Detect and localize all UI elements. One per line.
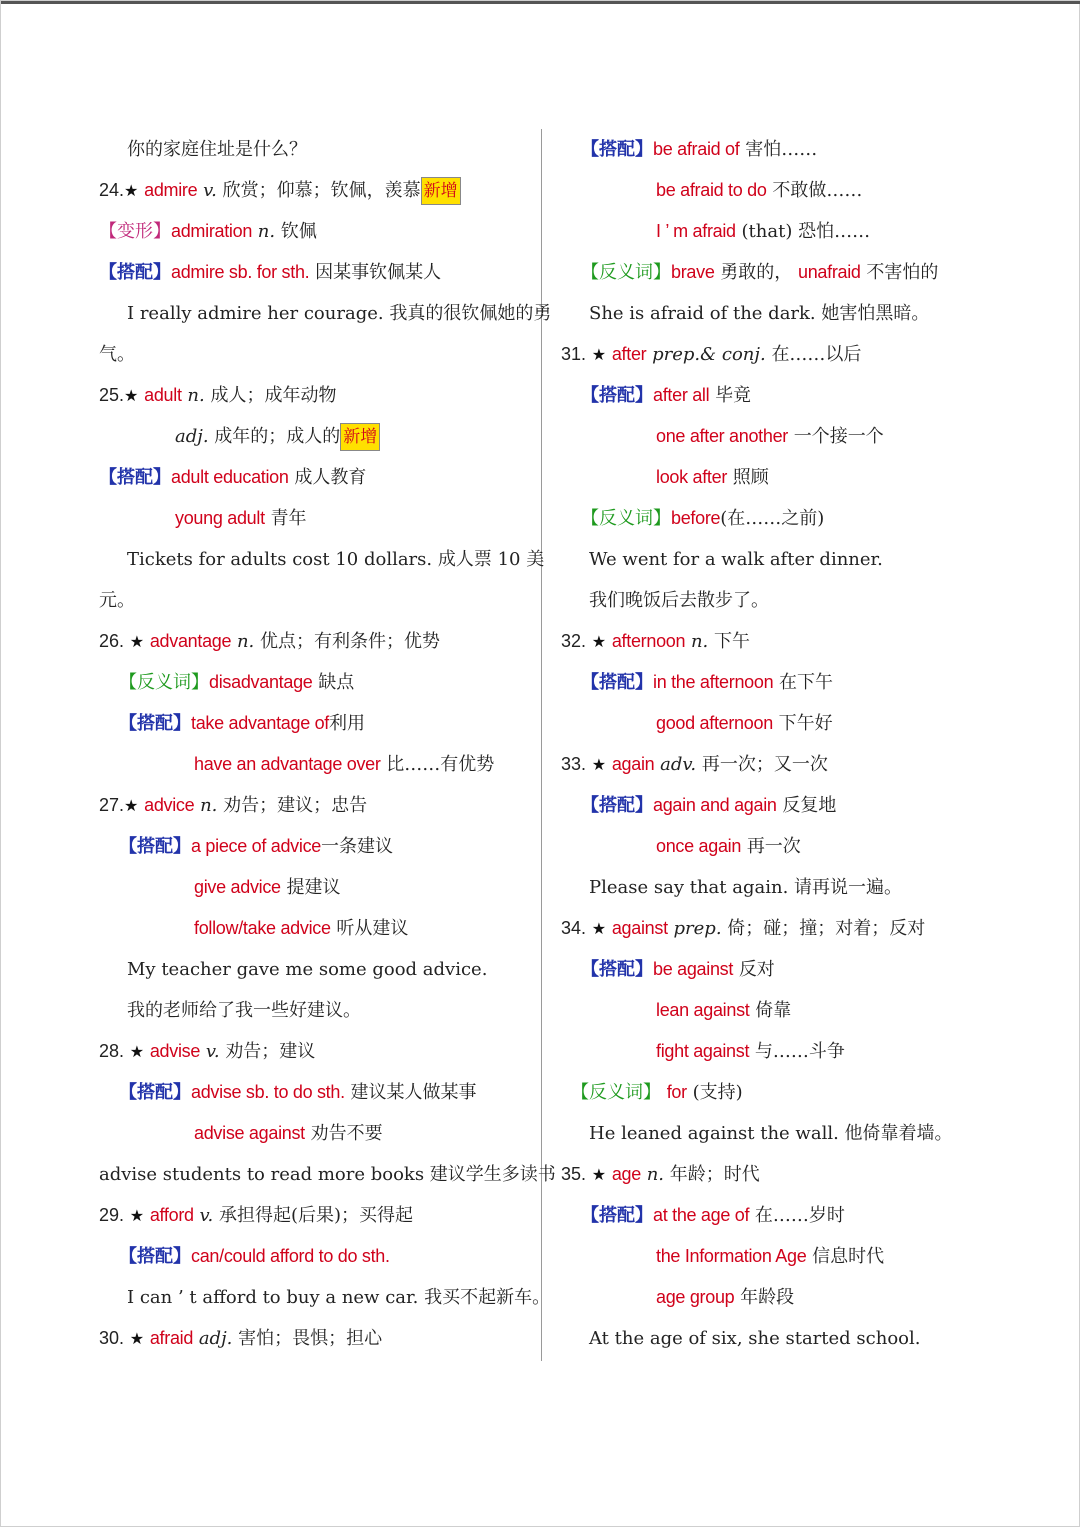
example-sentence: Tickets for adults cost 10 dollars. 成人票 10 美 [127,549,545,570]
example-translation: 我的老师给了我一些好建议。 [127,1000,361,1021]
variant-word: admiration [171,221,253,241]
entry-26: 26. ★ advantage n. 优点；有利条件；优势 [99,631,441,652]
headword: advantage [149,631,232,651]
collocation-tag: 【搭配】 [99,262,171,282]
collocation-line: 【搭配】adult education 成人教育 [99,467,367,488]
headword: adult [144,385,182,405]
collocation-line: good afternoon 下午好 [656,713,833,734]
collocation-tag: 【搭配】 [99,467,171,487]
star-icon: ★ [129,1042,145,1061]
headword: again [611,754,655,774]
collocation-line: lean against 倚靠 [656,1000,792,1021]
star-icon: ★ [591,632,607,651]
collocation-line: be afraid to do 不敢做…… [656,180,863,201]
collocation-line: 【搭配】admire sb. for sth. 因某事钦佩某人 [99,262,442,283]
headword: advice [144,795,195,815]
collocation-tag: 【搭配】 [119,1246,191,1266]
part-of-speech: v. [203,180,217,201]
entry-29: 29. ★ afford v. 承担得起(后果)；买得起 [99,1205,414,1226]
star-icon: ★ [129,632,145,651]
antonym-tag: 【反义词】 [581,262,671,282]
example-sentence: She is afraid of the dark. 她害怕黑暗。 [589,303,930,324]
headword: afraid [149,1328,194,1348]
example-sentence-cont: 元。 [99,590,135,611]
headword: admire [144,180,198,200]
collocation-tag: 【搭配】 [581,795,653,815]
variant-tag: 【变形】 [99,221,171,241]
collocation-line: once again 再一次 [656,836,801,857]
collocation-line: 【搭配】after all 毕竟 [581,385,752,406]
example-sentence: advise students to read more books 建议学生多读书 [99,1164,556,1185]
collocation-line: give advice 提建议 [194,877,341,898]
headword: against [611,918,668,938]
example-sentence-cont: 气。 [99,344,135,365]
example-sentence: I can ’ t afford to buy a new car. 我买不起新车。 [127,1287,551,1308]
example-sentence: We went for a walk after dinner. [589,549,883,570]
collocation-line: 【搭配】a piece of advice一条建议 [119,836,393,857]
entry-34: 34. ★ against prep. 倚；碰；撞；对着；反对 [561,918,926,939]
antonym-line: 【反义词】 for (支持) [571,1082,743,1103]
collocation-tag: 【搭配】 [581,1205,653,1225]
entry-number: 24. [99,180,125,200]
collocation-line: 【搭配】can/could afford to do sth. [119,1246,390,1266]
headword: advise [149,1041,201,1061]
star-icon: ★ [124,796,139,815]
star-icon: ★ [129,1329,145,1348]
entry-35: 35. ★ age n. 年龄；时代 [561,1164,760,1185]
antonym-tag: 【反义词】 [571,1082,661,1102]
antonym-tag: 【反义词】 [581,508,671,528]
collocation-line: follow/take advice 听从建议 [194,918,409,939]
collocation-line: 【搭配】be against 反对 [581,959,775,980]
new-badge: 新增 [340,423,380,451]
collocation-line: 【搭配】in the afternoon 在下午 [581,672,834,693]
example-sentence: He leaned against the wall. 他倚靠着墙。 [589,1123,953,1144]
entry-30: 30. ★ afraid adj. 害怕；畏惧；担心 [99,1328,383,1349]
collocation-line: 【搭配】advise sb. to do sth. 建议某人做某事 [119,1082,477,1103]
collocation-line: 【搭配】at the age of 在……岁时 [581,1205,845,1226]
antonym-tag: 【反义词】 [119,672,209,692]
variant-line: 【变形】admiration n. 钦佩 [99,221,317,242]
headword: afford [149,1205,194,1225]
collocation-tag: 【搭配】 [581,959,653,979]
antonym-line: 【反义词】disadvantage 缺点 [119,672,355,693]
collocation-line: one after another 一个接一个 [656,426,884,447]
entry-24 [99,170,461,211]
antonym-line: 【反义词】brave 勇敢的， unafraid 不害怕的 [581,262,939,283]
headword: after [611,344,647,364]
entry-33: 33. ★ again adv. 再一次；又一次 [561,754,828,775]
collocation-tag: 【搭配】 [581,139,653,159]
adj-sense-line: adj. 成年的；成人的 新增 [175,416,380,457]
headword: age [611,1164,641,1184]
collocation-tag: 【搭配】 [119,713,191,733]
top-border [1,1,1080,4]
entry-32: 32. ★ afternoon n. 下午 [561,631,751,652]
definition: 欣赏；仰慕；钦佩，羡慕 [222,180,421,201]
star-icon: ★ [591,1165,607,1184]
star-icon: ★ [591,755,607,774]
antonym-line: 【反义词】before(在……之前) [581,508,825,529]
entry-27: 27.★ advice n. 劝告；建议；忠告 [99,795,368,816]
entry-31: 31. ★ after prep.& conj. 在……以后 [561,344,862,365]
entry-28: 28. ★ advise v. 劝告；建议 [99,1041,316,1062]
headword: afternoon [611,631,686,651]
star-icon: ★ [591,345,607,364]
collocation-line: fight against 与……斗争 [656,1041,845,1062]
new-badge: 新增 [421,177,461,205]
star-icon: ★ [129,1206,145,1225]
collocation-line: age group 年龄段 [656,1287,795,1308]
collocation-line: advise against 劝告不要 [194,1123,383,1144]
collocation-tag: 【搭配】 [119,836,191,856]
example-sentence: At the age of six, she started school. [589,1328,921,1349]
example-sentence: 你的家庭住址是什么？ [127,139,307,160]
collocation-line: young adult 青年 [175,508,307,529]
entry-25: 25.★ adult n. 成人；成年动物 [99,385,337,406]
example-translation: 我们晚饭后去散步了。 [589,590,769,611]
collocation-line: 【搭配】again and again 反复地 [581,795,837,816]
collocation-line: the Information Age 信息时代 [656,1246,885,1267]
star-icon: ★ [124,181,139,200]
example-sentence: My teacher gave me some good advice. [127,959,488,980]
collocation-line: 【搭配】take advantage of利用 [119,713,366,734]
star-icon: ★ [124,386,139,405]
example-sentence: Please say that again. 请再说一遍。 [589,877,903,898]
collocation-tag: 【搭配】 [581,672,653,692]
collocation-line: look after 照顾 [656,467,769,488]
collocation-line: I ’ m afraid (that) 恐怕…… [656,221,871,242]
collocation-line: have an advantage over 比……有优势 [194,754,495,775]
collocation-tag: 【搭配】 [119,1082,191,1102]
star-icon: ★ [591,919,607,938]
collocation-tag: 【搭配】 [581,385,653,405]
example-sentence: I really admire her courage. 我真的很钦佩她的勇 [127,303,552,324]
collocation-line: 【搭配】be afraid of 害怕…… [581,139,818,160]
